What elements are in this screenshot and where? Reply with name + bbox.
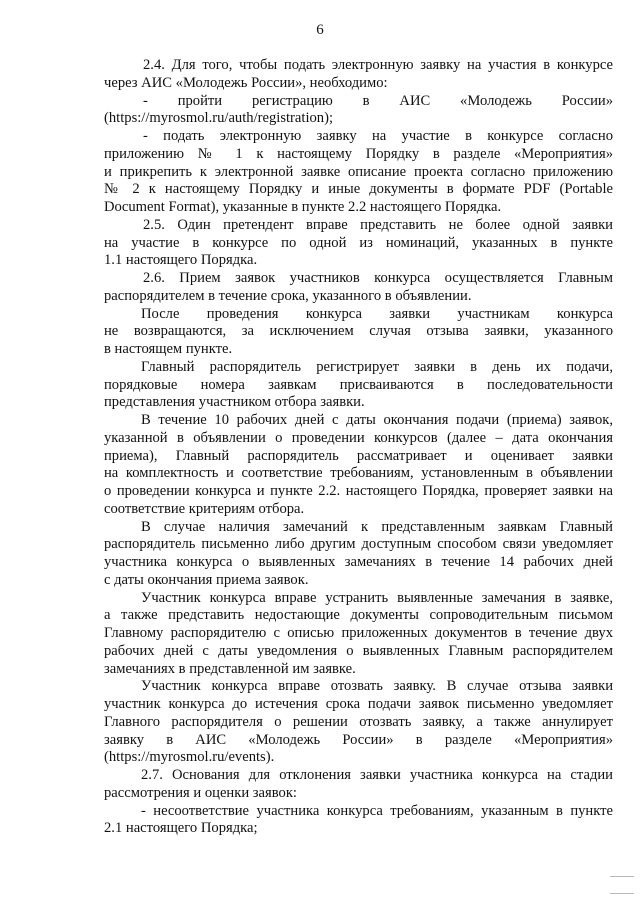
paragraph-line: указанной в объявлении о проведении конкурсов (далее – дата окончания — [104, 429, 613, 446]
paragraph-line: Главному распорядителю с описью приложенных документов в течение двух — [104, 625, 613, 641]
paragraph-line: 2.5. Один претендент вправе представить не более одной заявки — [143, 216, 613, 233]
paragraph-line: распорядитель письменно либо другим доступным способом связи уведомляет — [104, 536, 613, 553]
list-item-line: - несоответствие участника конкурса требованиям, указанным в пункте — [141, 802, 613, 819]
paragraph-line: не возвращаются, за исключением случая отзыва заявки, указанного — [104, 323, 613, 340]
paragraph-line: 2.7. Основания для отклонения заявки участника конкурса на стадии — [141, 767, 613, 783]
scan-margin-mark — [610, 893, 634, 894]
paragraph-line: Участник конкурса вправе устранить выявленные замечания в заявке, — [141, 589, 613, 606]
paragraph-line: В течение 10 рабочих дней с даты окончания подачи (приема) заявок, — [141, 412, 613, 428]
paragraph-line: заявку в АИС «Молодежь России» в разделе «Мероприятия» — [104, 731, 613, 748]
paragraph-line: замечаниях в представленной им заявке. — [104, 660, 356, 677]
paragraph-line: на комплектность и соответствие требованиям, установленным в объявлении — [104, 465, 613, 482]
paragraph-line: Главного распорядителя о решении отозвать заявку, а также аннулирует — [104, 713, 613, 730]
paragraph-line: через АИС «Молодежь России», необходимо: — [104, 74, 388, 91]
paragraph-line: участник конкурса до истечения срока подачи заявок письменно уведомляет — [104, 696, 613, 712]
paragraph-line: представления участником отбора заявки. — [104, 394, 365, 411]
list-item-line: - пройти регистрацию в АИС «Молодежь России» — [143, 92, 613, 109]
paragraph-line: После проведения конкурса заявки участникам конкурса — [141, 305, 613, 322]
paragraph-line: 2.4. Для того, чтобы подать электронную заявку на участия в конкурсе — [143, 57, 613, 73]
paragraph-line: а также представить недостающие документы сопроводительным письмом — [104, 607, 613, 624]
paragraph-line: на участие в конкурсе по одной из номинаций, указанных в пункте — [104, 234, 613, 251]
paragraph-line: распорядителем в течение срока, указанного в объявлении. — [104, 287, 472, 304]
list-item-line: - подать электронную заявку на участие в конкурсе согласно — [143, 128, 613, 144]
paragraph-line: В случае наличия замечаний к представленным заявкам Главный — [141, 518, 613, 535]
paragraph-line: приема), Главный распорядитель рассматривает и оценивает заявки — [104, 447, 613, 464]
paragraph-line: и прикрепить к электронной заявке описание проекта согласно приложению — [104, 163, 613, 180]
paragraph-line: участника конкурса о выявленных замечаниях в течение 14 рабочих дней — [104, 554, 613, 570]
paragraph-line: о проведении конкурса и пункте 2.2. настоящего Порядка, проверяет заявки на — [104, 483, 613, 499]
page-number: 6 — [316, 22, 324, 38]
url-line: (https://myrosmol.ru/events). — [104, 749, 275, 766]
paragraph-line: рабочих дней с даты уведомления о выявленных Главным распорядителем — [104, 642, 613, 659]
paragraph-line: порядковые номера заявкам присваиваются в последовательности — [104, 376, 613, 393]
scan-margin-mark — [610, 876, 634, 877]
paragraph-line: рассмотрения и оценки заявок: — [104, 784, 297, 801]
paragraph-line: Главный распорядитель регистрирует заявки в день их подачи, — [141, 358, 613, 375]
paragraph-line: Document Format), указанные в пункте 2.2 настоящего Порядка. — [104, 199, 502, 215]
paragraph-line: приложению № 1 к настоящему Порядку в разделе «Мероприятия» — [104, 145, 613, 162]
paragraph-line: № 2 к настоящему Порядку и иные документы в формате PDF (Portable — [104, 181, 613, 198]
paragraph-line: в настоящем пункте. — [104, 341, 233, 357]
paragraph-line: 2.6. Прием заявок участников конкурса осуществляется Главным — [143, 270, 613, 286]
paragraph-line: 2.1 настоящего Порядка; — [104, 820, 258, 837]
document-body — [104, 57, 613, 838]
paragraph-line: соответствие критериям отбора. — [104, 500, 305, 517]
url-line: (https://myrosmol.ru/auth/registration); — [104, 110, 334, 127]
paragraph-line: с даты окончания приема заявок. — [104, 571, 309, 588]
paragraph-line: Участник конкурса вправе отозвать заявку. В случае отзыва заявки — [141, 678, 613, 695]
paragraph-line: 1.1 настоящего Порядка. — [104, 252, 258, 269]
